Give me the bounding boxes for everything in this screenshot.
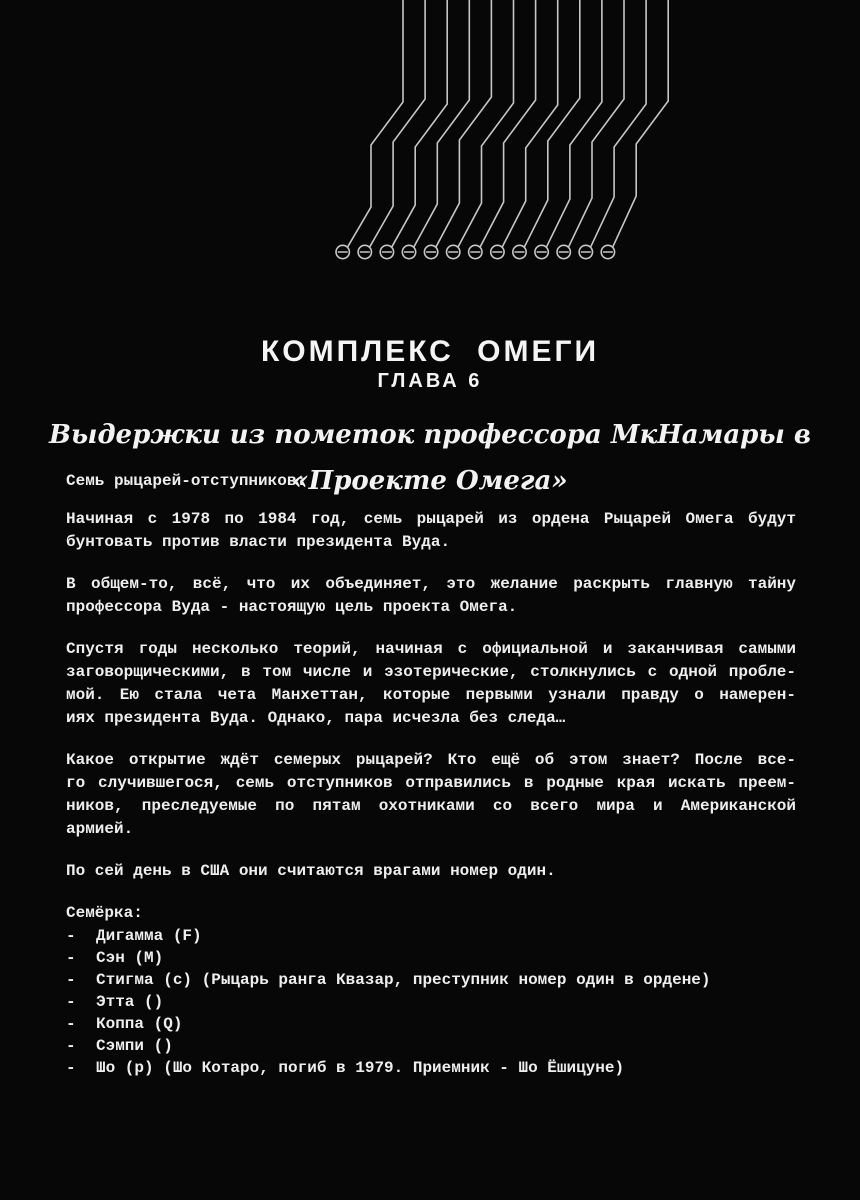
list-item-text: Сэмпи () [96, 1037, 173, 1055]
list-bullet: - [66, 971, 76, 989]
chapter-header [0, 334, 860, 392]
paragraph [66, 508, 796, 554]
list-item [66, 1013, 796, 1035]
paragraph-line: Начиная с 1978 по 1984 год, семь рыцарей из ордена Рыцарей Омега будут [66, 510, 796, 528]
notes-text-block [66, 470, 796, 1079]
list-item [66, 925, 796, 947]
paragraph-line: ников, преследуемые по пятам охотниками со всего мира и Американской [66, 797, 796, 815]
list-item-text: Шо (р) (Шо Котаро, погиб в 1979. Приемник - Шо Ёшицуне) [96, 1059, 625, 1077]
list-item [66, 1057, 796, 1079]
notes-heading: Семь рыцарей-отступников: [66, 472, 307, 490]
paragraph-line: Какое открытие ждёт семерых рыцарей? Кто ещё об этом знает? После все- [66, 751, 796, 769]
chapter-number: ГЛАВА 6 [377, 370, 483, 392]
list-bullet: - [66, 1059, 76, 1077]
list-bullet: - [66, 927, 76, 945]
paragraph-line: иях президента Вуда. Однако, пара исчезла без следа… [66, 709, 566, 727]
paragraph-line: го случившегося, семь отступников отправились в родные края искать преем- [66, 774, 796, 792]
list-item [66, 991, 796, 1013]
list-item [66, 1035, 796, 1057]
paragraph-line: заговорщическими, в том числе и эзотерические, столкнулись с одной пробле- [66, 663, 796, 681]
paragraph [66, 749, 796, 841]
list-bullet: - [66, 1037, 76, 1055]
paragraph-line: мой. Ею стала чета Манхеттан, которые первыми узнали правду о намерен- [66, 686, 796, 704]
list-title: Семёрка: [66, 904, 143, 922]
list-bullet: - [66, 1015, 76, 1033]
paragraph-line: По сей день в США они считаются врагами номер один. [66, 862, 556, 880]
paragraph-line: Спустя годы несколько теорий, начиная с официальной и заканчивая самыми [66, 640, 796, 658]
list-item [66, 947, 796, 969]
circuit-trace-lines [338, 0, 669, 252]
list-bullet: - [66, 949, 76, 967]
paragraph [66, 860, 796, 883]
circuit-traces-graphic [0, 0, 860, 270]
paragraph-line: армией. [66, 820, 134, 838]
chapter-title: КОМПЛЕКС ОМЕГИ [260, 335, 600, 368]
knight-list [66, 925, 796, 1079]
list-item [66, 969, 796, 991]
paragraph-line: бунтовать против власти президента Вуда. [66, 533, 451, 551]
paragraph-line: профессора Вуда - настоящую цель проекта Омега. [66, 598, 518, 616]
list-item-text: Стигма (с) (Рыцарь ранга Квазар, преступник номер один в ордене) [96, 971, 711, 989]
list-item-text: Дигамма (F) [96, 927, 202, 945]
paragraph [66, 573, 796, 619]
list-item-text: Этта () [96, 993, 164, 1011]
paragraph [66, 638, 796, 730]
list-item-text: Коппа (Q) [96, 1015, 183, 1033]
subtitle: Выдержки из пометок профессора МкНамары в «Проекте Омега» [49, 420, 811, 496]
list-bullet: - [66, 993, 76, 1011]
list-item-text: Сэн (М) [96, 949, 164, 967]
paragraph-line: В общем-то, всё, что их объединяет, это желание раскрыть главную тайну [66, 575, 796, 593]
